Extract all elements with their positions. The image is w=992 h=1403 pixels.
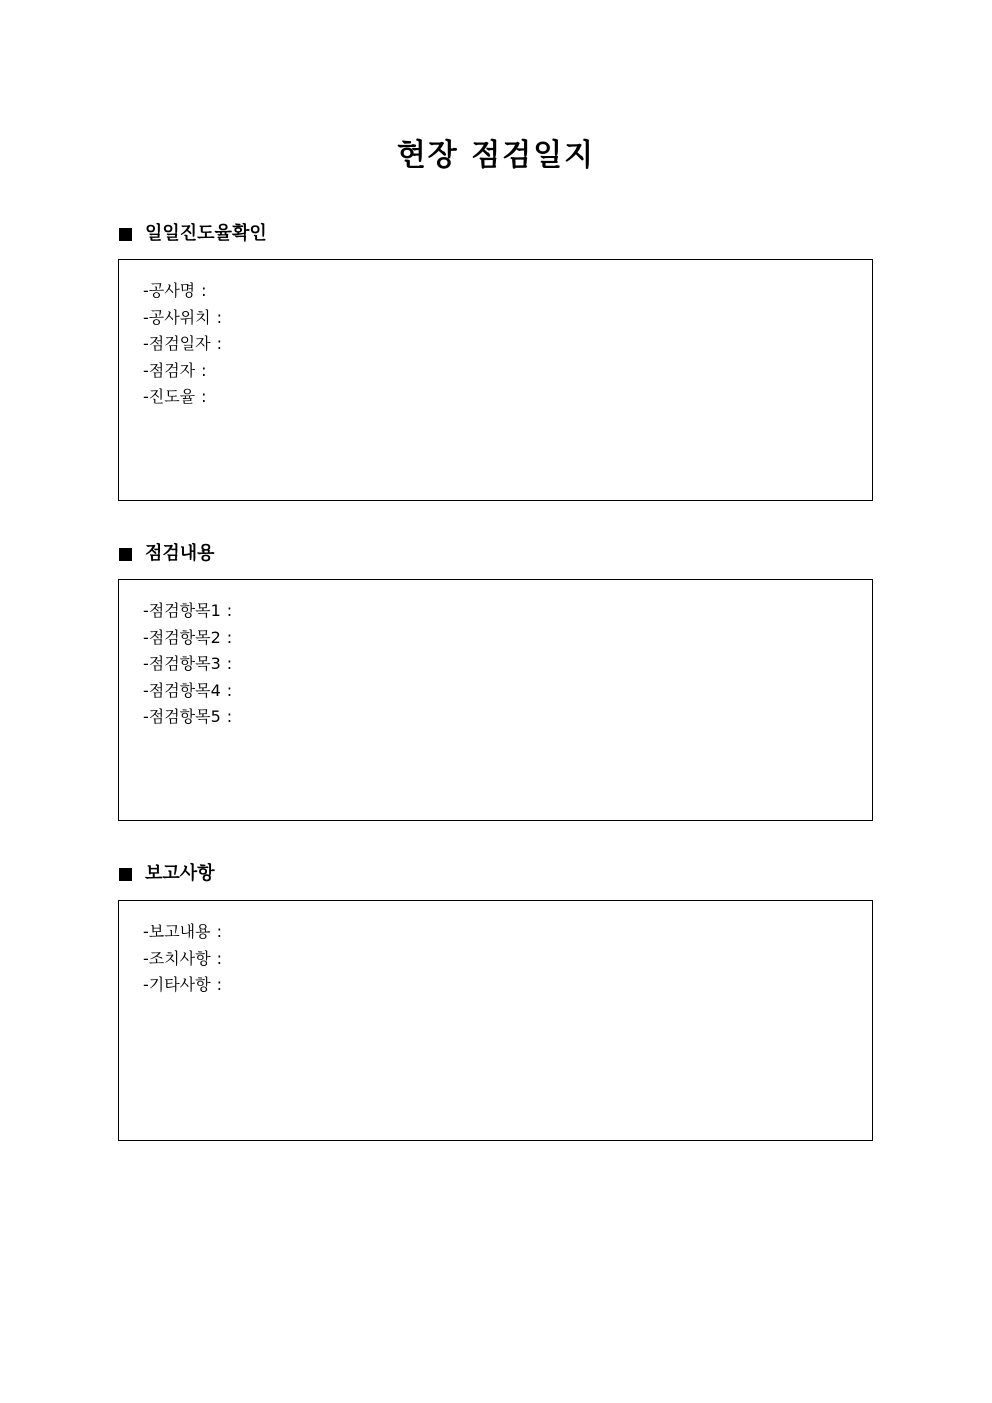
field-label: -기타사항 [143, 975, 211, 994]
field-separator: : [226, 627, 233, 647]
field-label: -공사명 [143, 281, 196, 300]
field-separator: : [216, 307, 222, 327]
field-inspection-item-2[interactable] [143, 625, 872, 652]
field-separator: : [226, 601, 233, 620]
field-separator: : [226, 707, 233, 726]
section-heading-progress [119, 221, 267, 247]
field-inspector[interactable] [143, 358, 872, 385]
field-inspection-item-5[interactable] [143, 704, 872, 731]
field-label: -공사위치 [143, 307, 211, 327]
square-bullet-icon [119, 868, 132, 881]
field-label: -점검일자 [143, 334, 211, 353]
field-label: -점검항목2 [143, 627, 221, 647]
section-heading-inspection [119, 541, 215, 567]
field-label: -점검항목5 [143, 707, 221, 726]
field-action-taken[interactable] [143, 946, 872, 973]
square-bullet-icon [119, 228, 132, 241]
field-label: -진도율 [143, 387, 196, 406]
field-inspection-item-4[interactable] [143, 678, 872, 705]
inspection-section-box [118, 579, 873, 821]
section-heading-report [119, 861, 215, 887]
field-label: -점검자 [143, 360, 196, 380]
report-section-box [118, 900, 873, 1141]
field-inspection-item-3[interactable] [143, 651, 872, 678]
field-construction-name[interactable] [143, 278, 872, 305]
field-progress-rate[interactable] [143, 384, 872, 411]
section-title: 점검내용 [145, 543, 215, 564]
field-other-notes[interactable] [143, 972, 872, 999]
field-separator: : [201, 281, 207, 300]
field-label: -점검항목4 [143, 680, 221, 700]
field-separator: : [201, 387, 207, 406]
progress-section-box [118, 259, 873, 501]
field-separator: : [216, 948, 222, 968]
field-label: -점검항목3 [143, 654, 221, 673]
field-separator: : [216, 975, 222, 994]
field-inspection-date[interactable] [143, 331, 872, 358]
section-title: 보고사항 [145, 863, 215, 884]
field-separator: : [216, 922, 222, 941]
field-label: -조치사항 [143, 948, 211, 968]
field-separator: : [226, 654, 233, 673]
field-report-content[interactable] [143, 919, 872, 946]
field-separator: : [201, 360, 207, 380]
field-inspection-item-1[interactable] [143, 598, 872, 625]
field-label: -점검항목1 [143, 601, 221, 620]
field-construction-location[interactable] [143, 305, 872, 332]
field-label: -보고내용 [143, 922, 211, 941]
field-separator: : [226, 680, 233, 700]
square-bullet-icon [119, 548, 132, 561]
page-title: 현장 점검일지 [396, 138, 596, 173]
section-title: 일일진도율확인 [145, 223, 267, 244]
field-separator: : [216, 334, 222, 353]
